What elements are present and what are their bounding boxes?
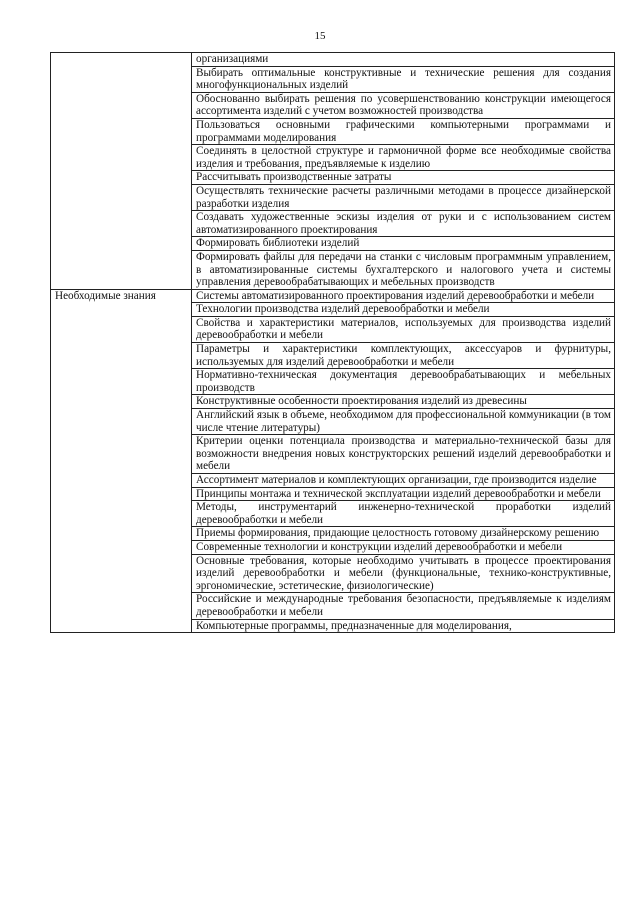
knowledge-row: Основные требования, которые необходимо учитывать в процессе проектирования изделий деревообработки и мебели (функциональные, технико-конструктивные, эргономические, эстетические, физиологические) [192, 554, 615, 593]
knowledge-row: Современные технологии и конструкции изделий деревообработки и мебели [192, 540, 615, 554]
knowledge-row: Критерии оценки потенциала производства и материально-технической базы для возможности внедрения новых конструкторских решений изделий деревообработки и мебели [192, 435, 615, 474]
skill-row: Формировать библиотеки изделий [192, 237, 615, 251]
skill-row: Осуществлять технические расчеты различными методами в процессе дизайнерской разработки изделия [192, 184, 615, 210]
skill-row: Формировать файлы для передачи на станки с числовым программным управлением, в автоматизированные системы бухгалтерского и налогового учета и системы управления деревообрабатывающих и мебельных производств [192, 250, 615, 289]
knowledge-row: Технологии производства изделий деревообработки и мебели [192, 303, 615, 317]
skill-row: Рассчитывать производственные затраты [192, 171, 615, 185]
skill-row: Выбирать оптимальные конструктивные и технические решения для создания многофункциональных изделий [192, 66, 615, 92]
knowledge-row: Принципы монтажа и технической эксплуатации изделий деревообработки и мебели [192, 487, 615, 501]
knowledge-row: Ассортимент материалов и комплектующих организации, где производится изделие [192, 474, 615, 488]
page-number: 15 [314, 30, 326, 42]
knowledge-row: Системы автоматизированного проектирования изделий деревообработки и мебели [192, 289, 615, 303]
skill-row: организациями [192, 53, 615, 67]
knowledge-row: Нормативно-техническая документация деревообрабатывающих и мебельных производств [192, 369, 615, 395]
knowledge-row: Компьютерные программы, предназначенные для моделирования, [192, 619, 615, 633]
skill-row: Обоснованно выбирать решения по усовершенствованию конструкции имеющегося ассортимента изделий с учетом возможностей производства [192, 92, 615, 118]
skill-row: Соединять в целостной структуре и гармоничной форме все необходимые свойства изделия и требования, предъявляемые к изделию [192, 145, 615, 171]
knowledge-row: Параметры и характеристики комплектующих, аксессуаров и фурнитуры, используемых для изделий деревообработки и мебели [192, 343, 615, 369]
skill-row: Создавать художественные эскизы изделия от руки и с использованием систем автоматизированного проектирования [192, 211, 615, 237]
skills-label-cell [51, 53, 192, 290]
requirements-table [50, 52, 615, 633]
knowledge-row: Приемы формирования, придающие целостность готовому дизайнерскому решению [192, 527, 615, 541]
knowledge-label: Необходимые знания [51, 289, 192, 632]
knowledge-row: Конструктивные особенности проектирования изделий из древесины [192, 395, 615, 409]
knowledge-row: Методы, инструментарий инженерно-технической проработки изделий деревообработки и мебели [192, 501, 615, 527]
skill-row: Пользоваться основными графическими компьютерными программами и программами моделирования [192, 118, 615, 144]
knowledge-row: Российские и международные требования безопасности, предъявляемые к изделиям деревообработки и мебели [192, 593, 615, 619]
knowledge-row: Английский язык в объеме, необходимом для профессиональной коммуникации (в том числе чтение литературы) [192, 409, 615, 435]
knowledge-row: Свойства и характеристики материалов, используемых для производства изделий деревообработки и мебели [192, 316, 615, 342]
